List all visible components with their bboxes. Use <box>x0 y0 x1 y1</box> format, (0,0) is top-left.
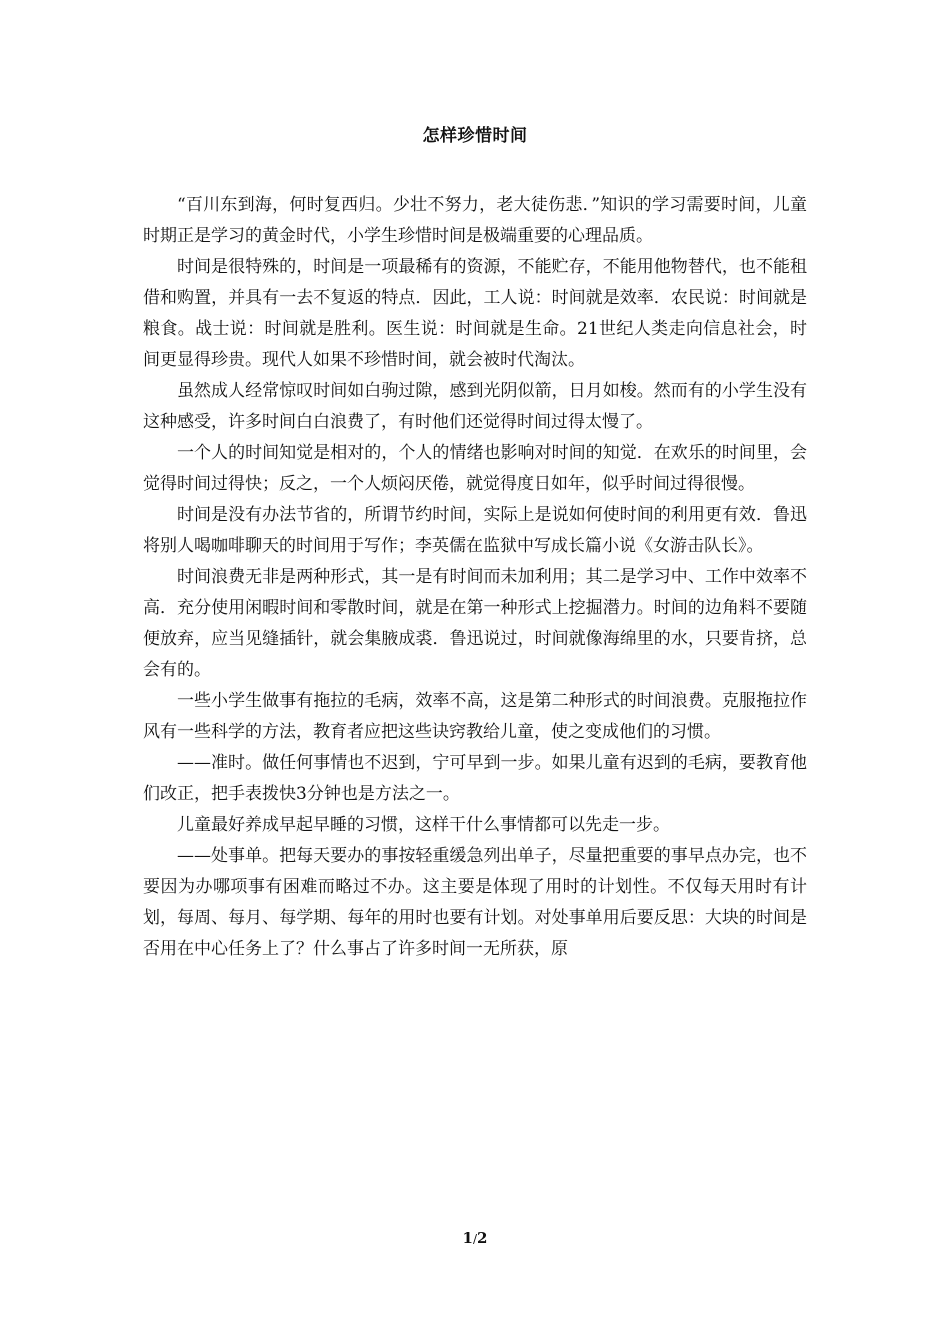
page-separator: / <box>472 1232 478 1246</box>
document-body <box>143 190 807 965</box>
paragraph: 时间是没有办法节省的，所谓节约时间，实际上是说如何使时间的利用更有效．鲁迅将别人喝咖啡聊天的时间用于写作；李英儒在监狱中写成长篇小说《女游击队长》。 <box>143 505 807 556</box>
page-total: 2 <box>477 1229 488 1247</box>
page-current: 1 <box>462 1229 473 1247</box>
paragraph: 儿童最好养成早起早睡的习惯，这样干什么事情都可以先走一步。 <box>177 815 670 835</box>
paragraph: 一些小学生做事有拖拉的毛病，效率不高，这是第二种形式的时间浪费。克服拖拉作风有一些科学的方法，教育者应把这些诀窍教给儿童，使之变成他们的习惯。 <box>143 691 807 742</box>
paragraph: ——处事单。把每天要办的事按轻重缓急列出单子，尽量把重要的事早点办完，也不要因为办哪项事有困难而略过不办。这主要是体现了用时的计划性。不仅每天用时有计划，每周、每月、每学期、每年的用时也要有计划。对处事单用后要反思：大块的时间是否用在中心任务上了？什么事占了许多时间一无所获，原 <box>143 846 807 959</box>
paragraph: 时间浪费无非是两种形式，其一是有时间而未加利用；其二是学习中、工作中效率不高．充分使用闲暇时间和零散时间，就是在第一种形式上挖掘潜力。时间的边角料不要随便放弃，应当见缝插针，就会集腋成裘．鲁迅说过，时间就像海绵里的水，只要肯挤，总会有的。 <box>143 567 807 680</box>
paragraph: 虽然成人经常惊叹时间如白驹过隙，感到光阴似箭，日月如梭。然而有的小学生没有这种感受，许多时间白白浪费了，有时他们还觉得时间过得太慢了。 <box>143 381 807 432</box>
paragraph: “百川东到海，何时复西归。少壮不努力，老大徒伤悲．”知识的学习需要时间，儿童时期正是学习的黄金时代，小学生珍惜时间是极端重要的心理品质。 <box>143 195 807 246</box>
page-number <box>0 1228 950 1249</box>
paragraph: 一个人的时间知觉是相对的，个人的情绪也影响对时间的知觉．在欢乐的时间里，会觉得时间过得快；反之，一个人烦闷厌倦，就觉得度日如年，似乎时间过得很慢。 <box>143 443 807 494</box>
paragraph: 时间是很特殊的，时间是一项最稀有的资源，不能贮存，不能用他物替代，也不能租借和购置，并具有一去不复返的特点．因此，工人说：时间就是效率．农民说：时间就是粮食。战士说：时间就是胜利。医生说：时间就是生命。21世纪人类走向信息社会，时间更显得珍贵。现代人如果不珍惜时间，就会被时代淘汰。 <box>143 257 807 370</box>
paragraph: ——准时。做任何事情也不迟到，宁可早到一步。如果儿童有迟到的毛病，要教育他们改正，把手表拨快3分钟也是方法之一。 <box>143 753 807 804</box>
document-title: 怎样珍惜时间 <box>422 126 528 146</box>
